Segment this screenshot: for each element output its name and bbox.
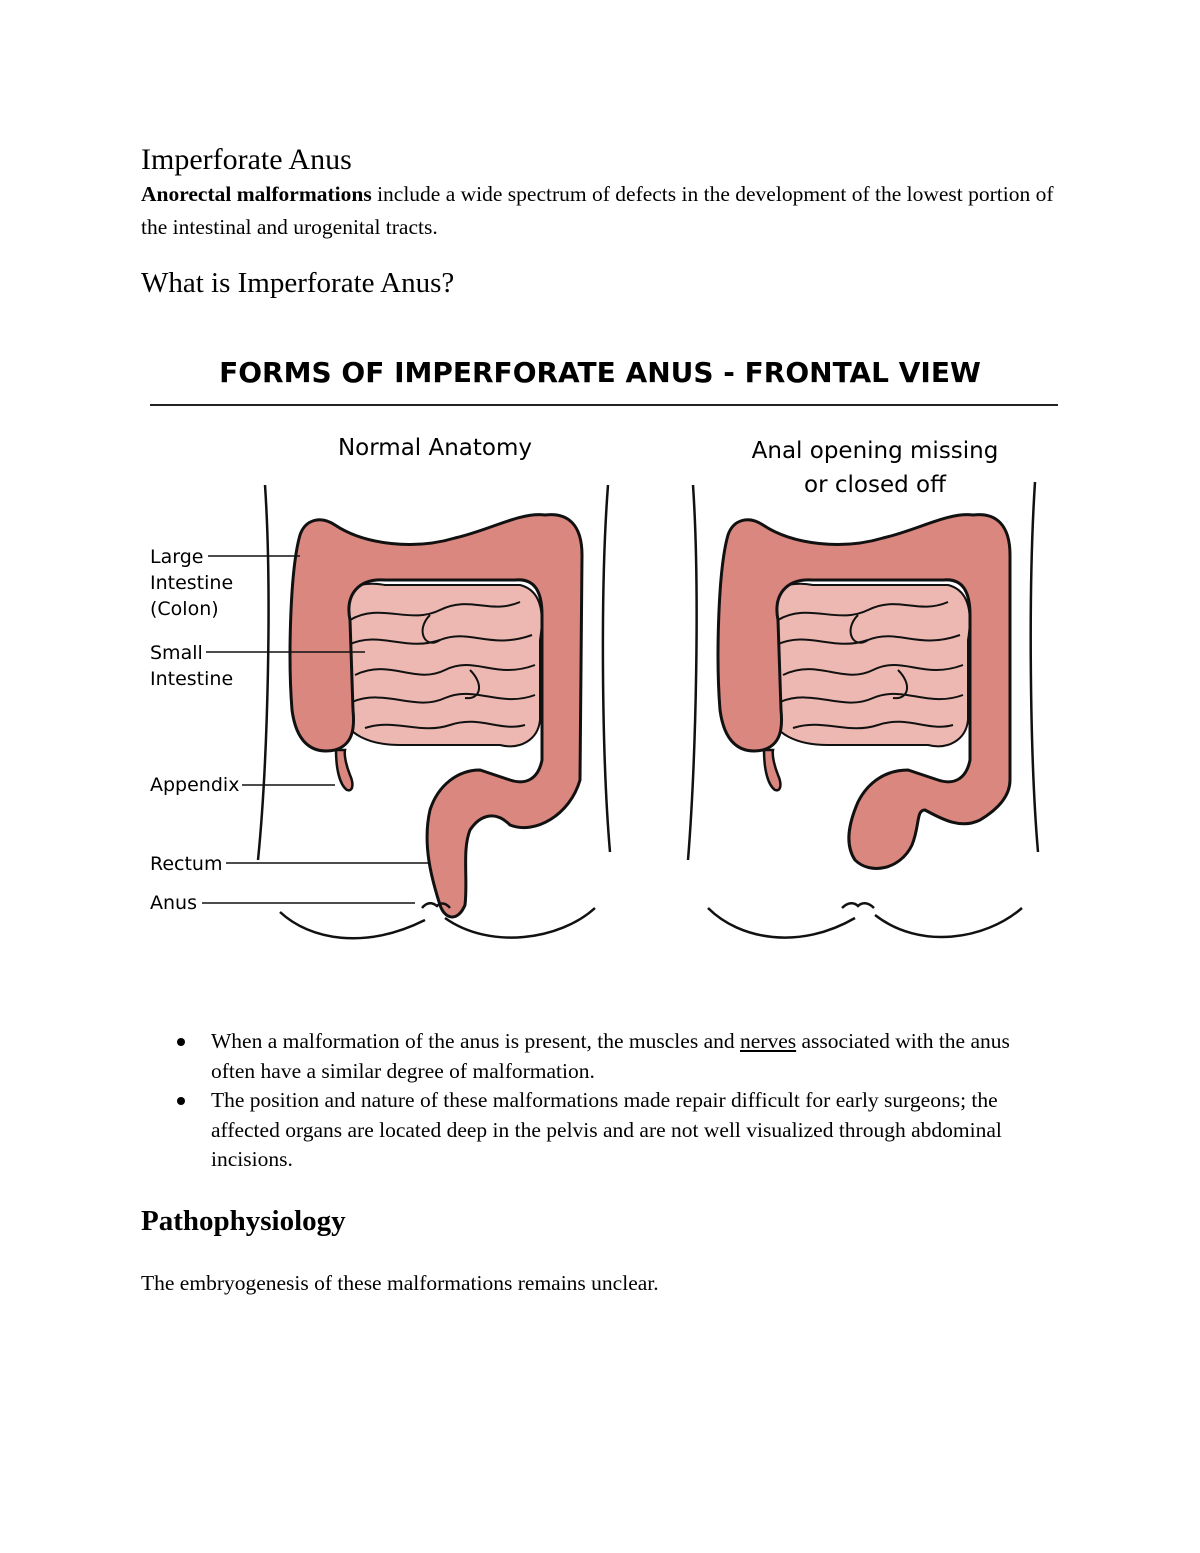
nerves-link[interactable]: nerves [740,1029,797,1053]
intro-text: include a wide spectrum of defects in the development of the lowest portion of the intestinal and urogenital tracts. [141,182,1054,239]
right-intestine-illustration [718,515,1010,869]
bullet-list [141,1027,1041,1175]
anatomy-diagram [140,340,1070,980]
pathophysiology-paragraph: The embryogenesis of these malformations remains unclear. [141,1271,659,1295]
right-small-intestine [767,584,969,747]
intro-paragraph [141,178,1061,244]
bullet-item-repair-difficulty [141,1086,1041,1175]
label-appendix: Appendix [150,774,240,796]
bullet-text: associated with the anus often have a similar degree of malformation. [211,1029,1010,1083]
bullet-text: When a malformation of the anus is present, the muscles and [211,1029,740,1053]
section-heading-pathophysiology: Pathophysiology [141,1205,346,1237]
caption-normal-anatomy: Normal Anatomy [337,435,533,461]
label-large-intestine-line3: (Colon) [150,598,219,620]
bullet-item-muscles-nerves [141,1027,1041,1086]
caption-anal-opening-missing-line1: Anal opening missing [751,438,999,464]
label-large-intestine-line1: Large [150,546,204,568]
section-heading-what-is: What is Imperforate Anus? [141,267,455,299]
label-large-intestine-line2: Intestine [150,572,234,594]
figure-title: FORMS OF IMPERFORATE ANUS - FRONTAL VIEW [219,356,981,389]
bullet-dot-icon [177,1038,185,1046]
label-anus: Anus [150,892,197,914]
label-small-intestine-line1: Small [150,642,203,664]
left-intestine-illustration [290,515,582,917]
anatomy-figure [140,340,1070,980]
bullet-dot-icon [177,1097,185,1105]
label-rectum: Rectum [150,853,223,875]
left-appendix [336,750,352,790]
bullet-text: The position and nature of these malformations made repair difficult for early surgeons; the affected organs are located deep in the pelvis and are not well visualized through abdominal incisions. [211,1088,1002,1171]
document-title: Imperforate Anus [141,143,352,176]
caption-anal-opening-missing-line2: or closed off [804,472,946,498]
left-small-intestine [339,584,541,747]
intro-bold-term: Anorectal malformations [141,182,372,206]
right-appendix [764,750,780,790]
label-small-intestine-line2: Intestine [150,668,234,690]
